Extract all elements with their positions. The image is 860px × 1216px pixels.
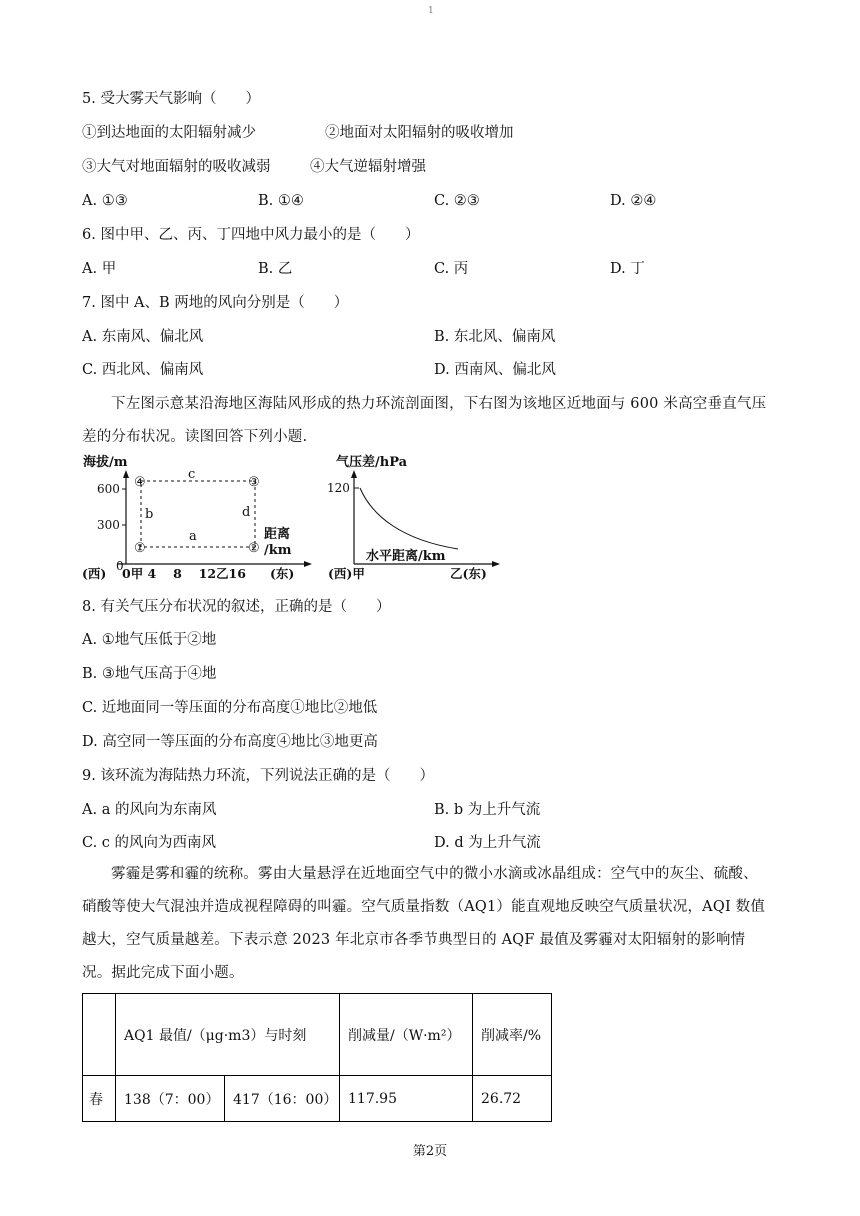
right-right-end: 乙(东) [450, 566, 487, 581]
q7-option-b[interactable]: B. 东北风、偏南风 [434, 329, 556, 345]
q9-option-b[interactable]: B. b 为上升气流 [434, 802, 541, 818]
q6-option-c[interactable]: C. 丙 [434, 261, 469, 277]
q6-option-a[interactable]: A. 甲 [82, 261, 117, 277]
left-x-ticks: 0甲 4 8 12乙16 [122, 566, 246, 581]
right-ylabel: 气压差/hPa [336, 455, 408, 470]
q7-option-a[interactable]: A. 东南风、偏北风 [82, 329, 204, 345]
left-xlabel-2: /km [264, 543, 292, 558]
q5-stem: 5. 受大雾天气影响（ ） [82, 91, 260, 107]
left-y600: 600 [97, 482, 120, 496]
table-header-season [83, 994, 116, 1076]
table-cell-max: 417（16：00） [225, 1076, 340, 1122]
point-2: ② [248, 541, 260, 556]
page-footer: 第2页 [412, 1144, 448, 1159]
circulation-loop [141, 481, 255, 547]
table-cell-reduce: 117.95 [340, 1076, 473, 1122]
right-x-arrow [492, 561, 500, 567]
q7-option-d[interactable]: D. 西南风、偏北风 [434, 362, 556, 378]
q5-statement-1: ①到达地面的太阳辐射减少 [82, 125, 256, 141]
intro-paragraph-1: 下左图示意某沿海地区海陆风形成的热力环流剖面图，下右图为该地区近地面与 600 米高空垂直气压差的分布状况。读图回答下列小题. [82, 396, 767, 445]
left-y-arrow [123, 470, 129, 478]
table-header-rate: 削减率/% [473, 994, 552, 1076]
left-ylabel: 海拔/m [83, 455, 128, 470]
q7-option-c[interactable]: C. 西北风、偏南风 [82, 362, 204, 378]
table-cell-season: 春 [83, 1076, 116, 1122]
aqi-table [82, 993, 552, 1122]
q5-statement-2: ②地面对太阳辐射的吸收增加 [325, 125, 514, 141]
q9-option-a[interactable]: A. a 的风向为东南风 [82, 802, 217, 818]
table-header-aqi: AQ1 最值/（μg·m3）与时刻 [116, 994, 340, 1076]
point-4: ④ [134, 475, 146, 490]
table-header-reduce: 削减量/（W·m²） [340, 994, 473, 1076]
right-y-arrow [351, 470, 357, 478]
label-b: b [145, 507, 154, 522]
q8-option-c[interactable]: C. 近地面同一等压面的分布高度①地比②地低 [82, 700, 378, 716]
point-1: ① [134, 541, 146, 556]
table-row [83, 1076, 552, 1122]
q9-option-c[interactable]: C. c 的风向为西南风 [82, 835, 217, 851]
label-d: d [242, 505, 251, 520]
page-mark: 1 [428, 6, 434, 16]
left-xlabel-1: 距离 [264, 527, 291, 542]
point-3: ③ [248, 475, 260, 490]
q9-stem: 9. 该环流为海陆热力环流，下列说法正确的是（ ） [82, 768, 434, 784]
right-xlabel: 水平距离/km [366, 549, 446, 564]
q8-option-b[interactable]: B. ③地气压高于④地 [82, 666, 217, 682]
q9-option-d[interactable]: D. d 为上升气流 [434, 835, 541, 851]
circulation-figure [82, 452, 502, 584]
q6-option-d[interactable]: D. 丁 [610, 261, 645, 277]
q7-stem: 7. 图中 A、B 两地的风向分别是（ ） [82, 295, 349, 311]
q8-option-a[interactable]: A. ①地气压低于②地 [82, 632, 217, 648]
right-left-end: (西)甲 [328, 566, 365, 581]
q6-stem: 6. 图中甲、乙、丙、丁四地中风力最小的是（ ） [82, 227, 420, 243]
left-y300: 300 [97, 518, 120, 532]
left-origin: 0 [116, 559, 124, 573]
table-cell-min: 138（7：00） [116, 1076, 225, 1122]
left-x-arrow [304, 561, 312, 567]
q5-option-c[interactable]: C. ②③ [434, 193, 480, 209]
left-west: (西) [82, 566, 107, 581]
label-a: a [189, 529, 197, 544]
q5-statement-4: ④大气逆辐射增强 [310, 159, 426, 175]
q8-stem: 8. 有关气压分布状况的叙述，正确的是（ ） [82, 599, 391, 615]
pressure-curve [360, 488, 458, 549]
table-cell-rate: 26.72 [473, 1076, 552, 1122]
label-c: c [188, 467, 196, 482]
intro-paragraph-2: 雾霾是雾和霾的统称。雾由大量悬浮在近地面空气中的微小水滴或冰晶组成：空气中的灰尘、硫酸、硝酸等使大气混浊并造成视程障碍的叫霾。空气质量指数（AQ1）能直观地反映空气质量状况，AQI 数值越大，空气质量越差。下表示意 2023 年北京市各季节典型日的 AQF 最值及雾霾对太阳辐射的影响情况。据此完成下面小题。 [82, 866, 766, 981]
q5-option-b[interactable]: B. ①④ [258, 193, 304, 209]
q6-option-b[interactable]: B. 乙 [258, 261, 293, 277]
right-y120: 120 [327, 481, 350, 495]
left-east: (东) [270, 566, 295, 581]
q5-statement-3: ③大气对地面辐射的吸收减弱 [82, 159, 271, 175]
q5-option-d[interactable]: D. ②④ [610, 193, 657, 209]
q8-option-d[interactable]: D. 高空同一等压面的分布高度④地比③地更高 [82, 734, 378, 750]
q5-option-a[interactable]: A. ①③ [82, 193, 128, 209]
